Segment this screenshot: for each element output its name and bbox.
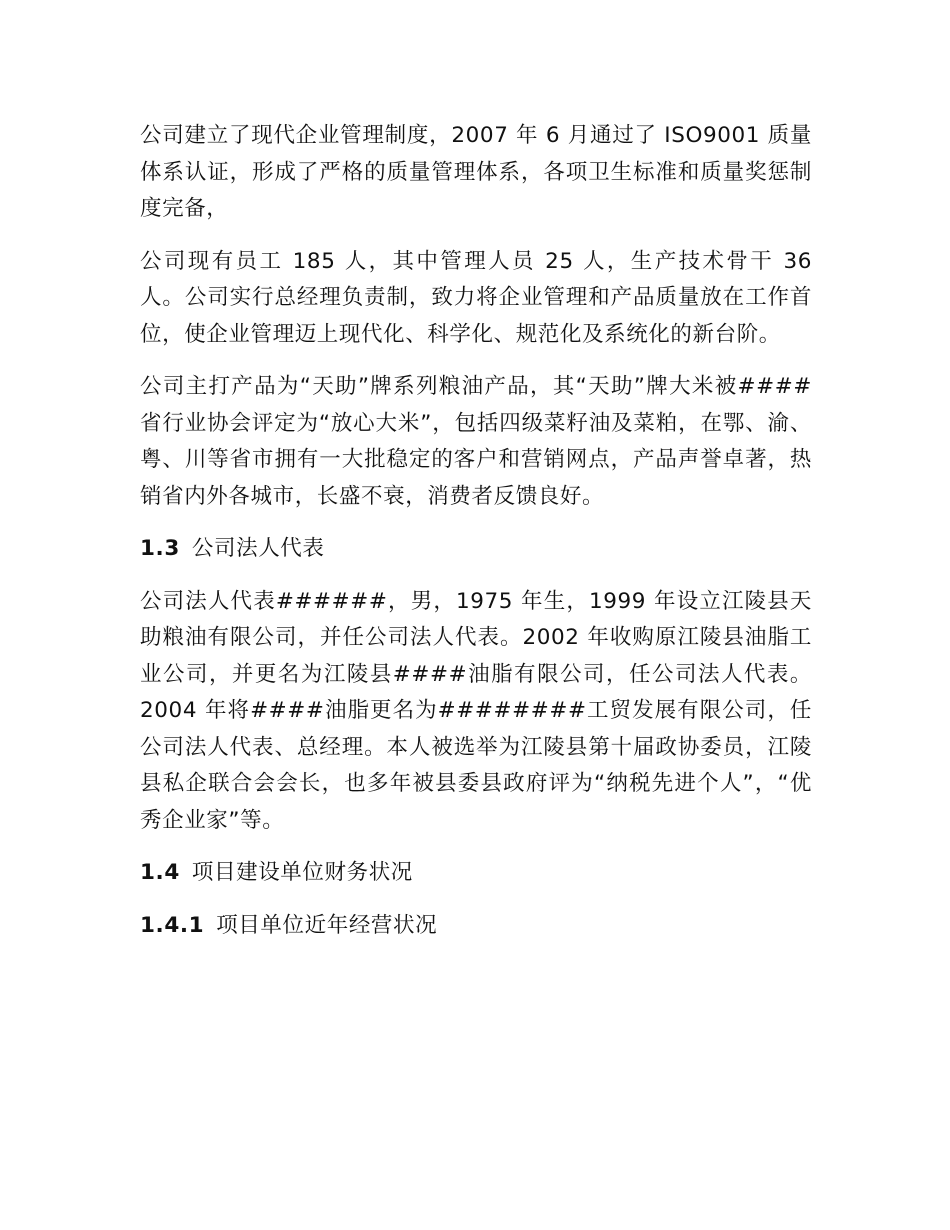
section-heading-1-4-1 bbox=[140, 908, 812, 945]
section-title: 项目建设单位财务状况 bbox=[191, 860, 413, 885]
section-title: 公司法人代表 bbox=[191, 536, 325, 561]
paragraph-legal-representative: 公司法人代表######，男，1975 年生，1999 年设立江陵县天助粮油有限公司，并任公司法人代表。2002 年收购原江陵县油脂工业公司，并更名为江陵县####油脂有限公司，任公司法人代表。2004 年将####油脂更名为########工贸发展有限公司，任公司法人代表、总经理。本人被选举为江陵县第十届政协委员，江陵县私企联合会会长，也多年被县委县政府评为“纳税先进个人”，“优秀企业家”等。 bbox=[140, 588, 812, 833]
paragraph-staff: 公司现有员工 185 人，其中管理人员 25 人，生产技术骨干 36 人。公司实行总经理负责制，致力将企业管理和产品质量放在工作首位，使企业管理迈上现代化、科学化、规范化及系统化的新台阶。 bbox=[140, 248, 812, 347]
section-number: 1.4.1 bbox=[140, 912, 205, 938]
section-number: 1.4 bbox=[140, 860, 180, 885]
section-title: 项目单位近年经营状况 bbox=[216, 912, 438, 938]
section-heading-1-3 bbox=[140, 531, 812, 568]
section-heading-1-4 bbox=[140, 855, 812, 892]
paragraph-management-system: 公司建立了现代企业管理制度，2007 年 6 月通过了 ISO9001 质量体系认证，形成了严格的质量管理体系，各项卫生标准和质量奖惩制度完备， bbox=[140, 123, 812, 221]
section-number: 1.3 bbox=[140, 536, 180, 561]
paragraph-products: 公司主打产品为“天助”牌系列粮油产品，其“天助”牌大米被####省行业协会评定为“放心大米”，包括四级菜籽油及菜粕，在鄂、渝、粤、川等省市拥有一大批稳定的客户和营销网点，产品声誉卓著，热销省内外各城市，长盛不衰，消费者反馈良好。 bbox=[140, 374, 812, 509]
